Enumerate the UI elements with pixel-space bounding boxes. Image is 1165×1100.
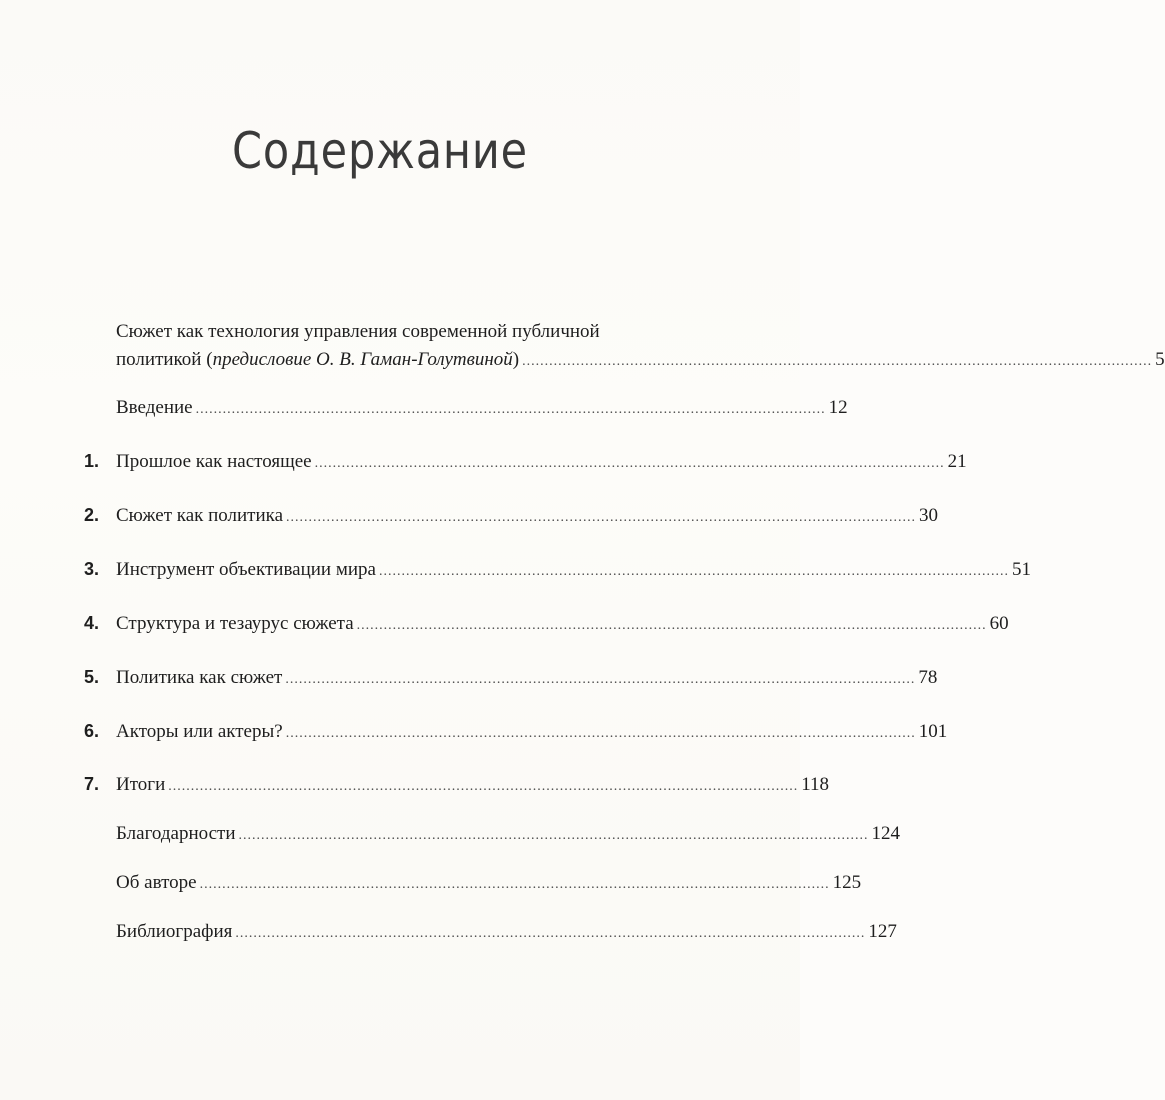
table-of-contents	[84, 318, 1165, 948]
toc-chapter-number: 2.	[84, 505, 100, 525]
toc-chapter-number: 6.	[84, 721, 100, 741]
dot-leader: ............................................................................................................................................	[286, 510, 917, 525]
toc-entry-body	[116, 394, 848, 424]
toc-entry-label: Благодарности	[116, 823, 236, 844]
dot-leader: ............................................................................................................................................	[285, 726, 916, 741]
toc-page-number: 125	[832, 872, 862, 893]
toc-entry-label: Сюжет как политика	[116, 505, 284, 526]
dot-leader: ............................................................................................................................................	[199, 877, 830, 892]
toc-chapter-number: 1.	[84, 451, 100, 471]
toc-entry-label: Прошлое как настоящее	[116, 451, 312, 472]
toc-entry-label-line2	[116, 346, 1165, 376]
toc-entry[interactable]	[84, 918, 897, 948]
toc-entry-label: Акторы или актеры?	[116, 721, 283, 742]
toc-page-number: 21	[947, 451, 967, 472]
dot-leader: ............................................................................................................................................	[238, 828, 869, 843]
toc-entry-suffix: )	[512, 349, 520, 370]
toc-entry-label: Об авторе	[116, 872, 197, 893]
toc-chapter-number: 3.	[84, 559, 100, 579]
toc-entry-body	[116, 448, 967, 478]
dot-leader: ............................................................................................................................................	[522, 354, 1153, 369]
dot-leader: ............................................................................................................................................	[285, 672, 916, 687]
page-title: Содержание	[231, 122, 529, 180]
toc-entry[interactable]	[84, 663, 938, 694]
toc-page-number: 127	[868, 921, 897, 942]
toc-entry-label: Инструмент объективации мира	[116, 559, 376, 580]
toc-page-number: 5	[1155, 349, 1165, 370]
toc-entry-prefix: политикой (	[116, 349, 213, 370]
toc-entry-body	[116, 502, 938, 532]
toc-page-number: 78	[918, 667, 938, 688]
toc-chapter-number: 7.	[84, 774, 100, 794]
toc-entry[interactable]	[84, 770, 830, 801]
toc-entry-body	[116, 718, 947, 748]
toc-page-number: 12	[828, 397, 848, 418]
toc-chapter-number: 4.	[84, 613, 100, 633]
toc-page-number: 30	[919, 505, 939, 526]
toc-entry[interactable]	[84, 447, 967, 478]
toc-entry[interactable]	[84, 609, 1009, 640]
toc-page-number: 60	[989, 613, 1009, 634]
toc-entry-label: Библиография	[116, 921, 233, 942]
toc-entry-body	[116, 918, 897, 948]
toc-entry-label: Введение	[116, 397, 193, 418]
toc-entry-label: Итоги	[116, 774, 166, 795]
dot-leader: ............................................................................................................................................	[314, 456, 945, 471]
toc-entry-body	[116, 771, 829, 801]
toc-entry-body	[116, 820, 900, 850]
toc-entry-body	[116, 610, 1009, 640]
toc-entry[interactable]	[84, 555, 1031, 586]
dot-leader: ............................................................................................................................................	[378, 564, 1009, 579]
dot-leader: ............................................................................................................................................	[235, 926, 866, 941]
toc-entry-italic: предисловие О. В. Гаман-Голутвиной	[212, 349, 513, 370]
toc-page-number: 124	[871, 823, 900, 844]
toc-entry[interactable]	[84, 820, 900, 850]
dot-leader: ............................................................................................................................................	[356, 618, 987, 633]
toc-entry-body	[116, 664, 937, 694]
toc-page-number: 118	[801, 774, 830, 795]
toc-chapter-number: 5.	[84, 667, 100, 687]
toc-entry-body	[116, 556, 1031, 586]
toc-entry-label: Политика как сюжет	[116, 667, 283, 688]
dot-leader: ............................................................................................................................................	[168, 779, 799, 794]
toc-entry[interactable]	[84, 869, 862, 899]
toc-entry[interactable]	[84, 717, 948, 748]
toc-entry-body	[116, 869, 861, 899]
toc-entry-label-line1: Сюжет как технология управления современной публичной	[116, 321, 600, 342]
dot-leader: ............................................................................................................................................	[195, 402, 826, 417]
toc-entry[interactable]	[84, 501, 939, 532]
toc-entry[interactable]	[84, 394, 848, 424]
toc-page-number: 51	[1011, 559, 1031, 580]
toc-page-number: 101	[918, 721, 948, 742]
toc-entry-label: Структура и тезаурус сюжета	[116, 613, 354, 634]
toc-entry-preface	[84, 318, 1165, 376]
